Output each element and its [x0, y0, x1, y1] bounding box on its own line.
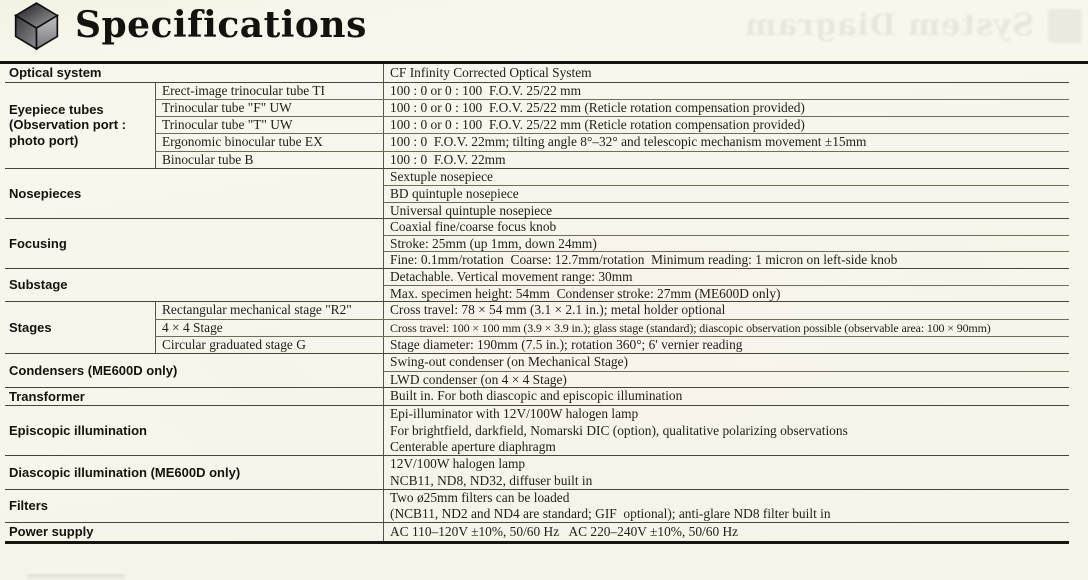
row-label-line: Transformer: [9, 388, 85, 404]
row-label: [5, 269, 383, 302]
subcategory-cell: Erect-image trinocular tube TI: [155, 83, 383, 99]
subcategory-cell: 4 × 4 Stage: [155, 320, 383, 336]
table-section-row: [5, 64, 1069, 83]
value-cell: 12V/100W halogen lamp: [390, 456, 526, 472]
table-section-row: [5, 269, 1069, 303]
value-list: [383, 169, 1069, 218]
subcategory-cell: Binocular tube B: [155, 152, 383, 168]
row-label: [5, 219, 383, 268]
value-cell: Cross travel: 100 × 100 mm (3.9 × 3.9 in.); glass stage (standard); diascopic observation possible (observable area: 100 × 90mm): [383, 320, 1069, 336]
cube-icon: [13, 1, 60, 51]
table-row: [155, 116, 1069, 133]
row-label-line: Eyepiece tubes: [9, 101, 104, 117]
table-section-row: [5, 523, 1069, 541]
value-cell: Stage diameter: 190mm (7.5 in.); rotation 360°; 6' vernier reading: [383, 337, 1069, 353]
value-list: [383, 456, 1069, 489]
row-label: [5, 406, 383, 455]
value-cell: 100 : 0 F.O.V. 22mm; tilting angle 8°–32° and telescopic mechanism movement ±15mm: [383, 134, 1069, 150]
row-label: [5, 388, 383, 406]
subcategory-cell: Trinocular tube "F" UW: [155, 100, 383, 116]
value-list: [383, 406, 1069, 455]
row-label-line: Nosepieces: [9, 185, 82, 201]
page-title: Specifications: [75, 4, 367, 46]
value-cell: CF Infinity Corrected Optical System: [390, 64, 592, 80]
row-label-line: Focusing: [9, 235, 67, 251]
value-list: [383, 219, 1069, 268]
value-cell: Swing-out condenser (on Mechanical Stage): [390, 354, 628, 370]
row-label-line: Diascopic illumination (ME600D only): [9, 464, 241, 480]
value-list: [383, 354, 1069, 387]
value-cell: Cross travel: 78 × 54 mm (3.1 × 2.1 in.); metal holder optional: [383, 302, 1069, 318]
row-label-line: Optical system: [9, 65, 102, 80]
next-section-cube-icon: [27, 574, 125, 580]
table-row: [155, 319, 1069, 336]
value-cell: LWD condenser (on 4 × 4 Stage): [384, 371, 1069, 387]
value-cell: Centerable aperture diaphragm: [390, 438, 556, 454]
value-cell: For brightfield, darkfield, Nomarski DIC (option), qualitative polarizing observations: [390, 422, 848, 438]
value-cell: 100 : 0 or 0 : 100 F.O.V. 25/22 mm (Reticle rotation compensation provided): [383, 100, 1069, 116]
value-list: [383, 388, 1069, 406]
subcategory-cell: Rectangular mechanical stage "R2": [155, 302, 383, 318]
table-section-row: [5, 219, 1069, 269]
value-cell: Coaxial fine/coarse focus knob: [390, 218, 557, 234]
value-cell: Universal quintuple nosepiece: [384, 202, 1069, 218]
row-label: [5, 169, 383, 218]
page-header: [13, 1, 367, 51]
subcategory-cell: Circular graduated stage G: [155, 337, 383, 353]
value-cell: Built in. For both diascopic and episcopic illumination: [390, 388, 683, 404]
value-cell: Detachable. Vertical movement range: 30mm: [390, 268, 633, 284]
table-section-row: [5, 490, 1069, 524]
spec-table: [5, 64, 1069, 544]
row-label-line: Episcopic illumination: [9, 423, 147, 439]
table-row: [155, 83, 1069, 99]
table-section-row: [5, 302, 1069, 354]
value-cell: Max. specimen height: 54mm Condenser stroke: 27mm (ME600D only): [384, 285, 1069, 301]
row-label-line: Stages: [9, 320, 52, 336]
row-label: [5, 456, 383, 489]
table-section-row: [5, 169, 1069, 219]
value-cell: (NCB11, ND2 and ND4 are standard; GIF optional); anti-glare ND8 filter built in: [390, 506, 831, 522]
value-list: [383, 64, 1069, 82]
table-row: [155, 336, 1069, 353]
row-label: [5, 354, 383, 387]
table-row: [155, 133, 1069, 150]
value-cell: Epi-illuminator with 12V/100W halogen lamp: [390, 406, 639, 422]
subcategory-cell: Ergonomic binocular tube EX: [155, 134, 383, 150]
value-cell: NCB11, ND8, ND32, diffuser built in: [390, 472, 593, 488]
row-label-line: photo port): [9, 132, 79, 148]
value-cell: Stroke: 25mm (up 1mm, down 24mm): [384, 235, 1069, 251]
bleedthrough-label: System Diagram: [744, 8, 1034, 43]
value-cell: 100 : 0 or 0 : 100 F.O.V. 25/22 mm: [383, 83, 1069, 99]
row-label-line: Substage: [9, 277, 68, 293]
sub-rowset: [155, 83, 1069, 168]
sub-rowset: [155, 302, 1069, 353]
value-cell: Two ø25mm filters can be loaded: [390, 489, 570, 505]
row-label-line: Condensers (ME600D only): [9, 362, 178, 378]
value-cell: AC 110–120V ±10%, 50/60 Hz AC 220–240V ±10%, 50/60 Hz: [390, 524, 739, 540]
value-list: [383, 523, 1069, 541]
row-label: [5, 490, 383, 523]
table-row: [155, 151, 1069, 168]
table-section-row: [5, 406, 1069, 456]
table-section-row: [5, 354, 1069, 388]
value-cell: 100 : 0 or 0 : 100 F.O.V. 25/22 mm (Reticle rotation compensation provided): [383, 117, 1069, 133]
value-cell: BD quintuple nosepiece: [384, 185, 1069, 201]
table-section-row: [5, 388, 1069, 407]
row-label-line: Power supply: [9, 524, 94, 540]
row-label: [5, 83, 155, 168]
row-label-line: (Observation port :: [9, 117, 127, 133]
value-list: [383, 269, 1069, 302]
row-label: [5, 523, 383, 541]
row-label-line: Filters: [9, 498, 49, 514]
row-label: [5, 64, 383, 82]
value-cell: 100 : 0 F.O.V. 22mm: [383, 152, 1069, 168]
value-list: [383, 490, 1069, 523]
value-cell: Fine: 0.1mm/rotation Coarse: 12.7mm/rotation Minimum reading: 1 micron on left-side knob: [384, 251, 1069, 267]
value-cell: Sextuple nosepiece: [390, 168, 493, 184]
bleedthrough-ghost-text: [744, 8, 1082, 43]
table-section-row: [5, 83, 1069, 169]
table-row: [155, 99, 1069, 116]
table-section-row: [5, 456, 1069, 490]
subcategory-cell: Trinocular tube "T" UW: [155, 117, 383, 133]
row-label: [5, 302, 155, 353]
cube-icon: [1048, 9, 1082, 43]
table-row: [155, 302, 1069, 318]
